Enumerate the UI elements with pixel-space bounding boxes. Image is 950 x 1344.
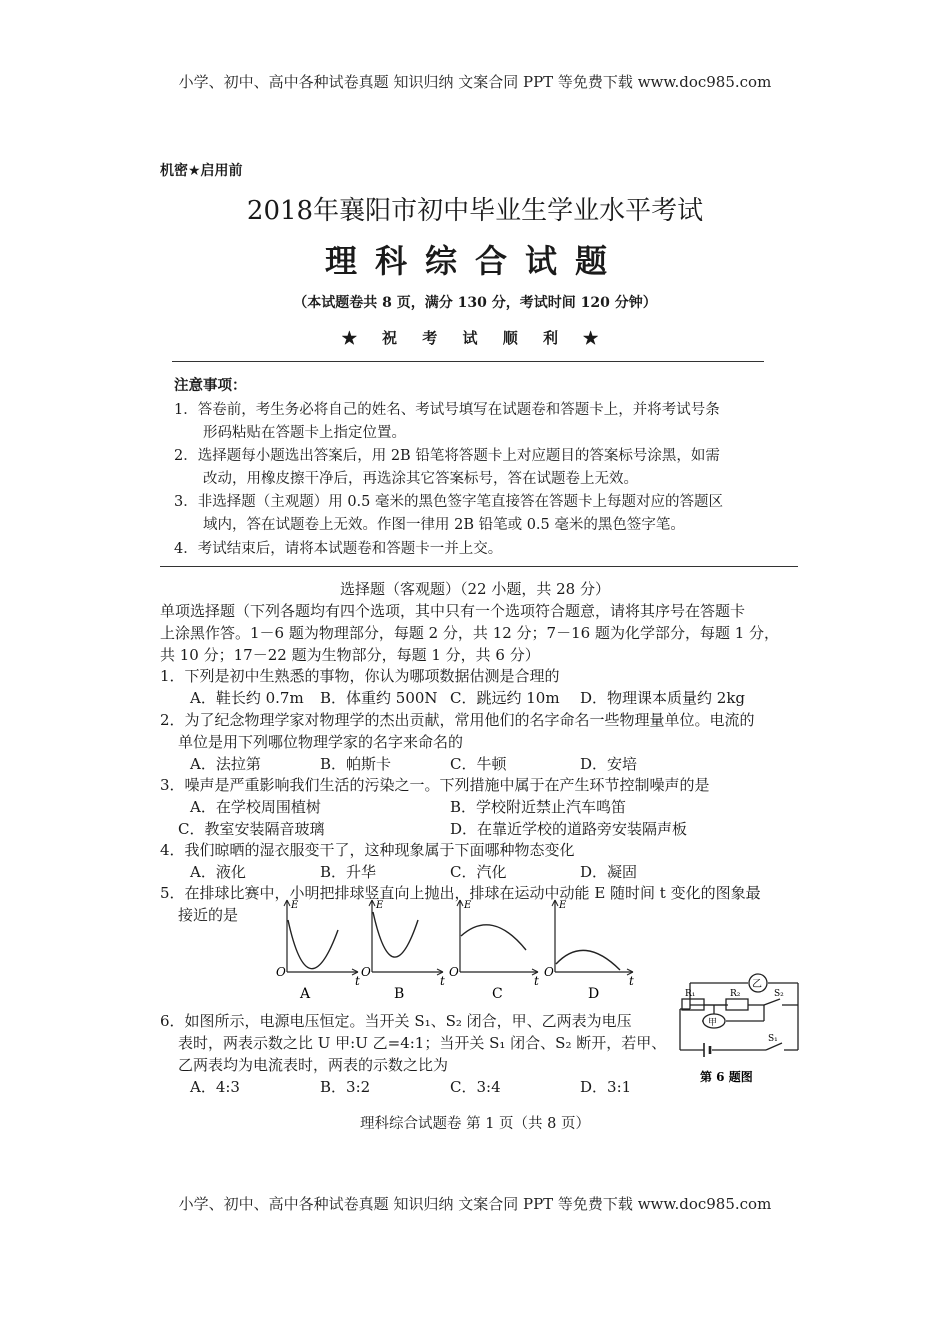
q3-option-d: D．在靠近学校的道路旁安装隔声板 <box>450 820 688 838</box>
q1-option-c: C．跳远约 10m <box>450 689 560 707</box>
notice-heading: 注意事项： <box>174 377 247 394</box>
q1-option-d: D．物理课本质量约 2kg <box>580 689 746 707</box>
question-4-stem: 4．我们晾晒的湿衣服变干了，这种现象属于下面哪种物态变化 <box>160 841 575 859</box>
question-2-stem: 单位是用下列哪位物理学家的名字来命名的 <box>178 733 464 751</box>
question-6-stem: 6．如图所示，电源电压恒定。当开关 S₁、S₂ 闭合，甲、乙两表为电压 <box>160 1012 632 1030</box>
graph-axis-e: E <box>376 900 384 911</box>
q2-option-d: D．安培 <box>580 755 638 773</box>
notice-item: 3．非选择题（主观题）用 0.5 毫米的黑色签字笔直接答在答题卡上每题对应的答题区 <box>174 494 724 510</box>
q6-option-d: D．3:1 <box>580 1078 632 1096</box>
graph-axis-e: E <box>464 900 472 911</box>
section-intro: 共 10 分；17－22 题为生物部分，每题 1 分，共 6 分） <box>160 646 540 664</box>
q3-option-a: A．在学校周围植树 <box>190 798 321 816</box>
section-intro: 上涂黑作答。1－6 题为物理部分，每题 2 分，共 12 分；7－16 题为化学部分，每题 1 分， <box>160 624 780 642</box>
q2-option-a: A．法拉第 <box>190 755 261 773</box>
q2-option-c: C．牛顿 <box>450 755 507 773</box>
question-3-stem: 3．噪声是严重影响我们生活的污染之一。下列措施中属于在产生环节控制噪声的是 <box>160 776 710 794</box>
question-6-stem: 乙两表均为电流表时，两表的示数之比为 <box>178 1056 449 1074</box>
q4-option-d: D．凝固 <box>580 863 638 881</box>
good-luck: ★ 祝 考 试 顺 利 ★ <box>341 329 609 347</box>
exam-title: 2018年襄阳市初中毕业生学业水平考试 <box>246 196 704 226</box>
graph-axis-t: t <box>355 974 360 988</box>
graph-origin: O <box>276 965 286 979</box>
bottom-banner: 小学、初中、高中各种试卷真题 知识归纳 文案合同 PPT 等免费下载 www.doc985.com <box>178 1195 772 1213</box>
q1-option-a: A．鞋长约 0.7m <box>190 689 304 707</box>
graph-label-c: C <box>492 986 503 1002</box>
graph-b-curve <box>373 912 418 957</box>
q6-option-c: C．3:4 <box>450 1078 501 1096</box>
divider-section <box>160 566 798 567</box>
q4-option-c: C．汽化 <box>450 863 507 881</box>
q4-option-a: A．液化 <box>190 863 246 881</box>
graph-a <box>276 900 360 1002</box>
graph-d-curve <box>556 950 620 970</box>
s2-label: S₂ <box>774 989 784 999</box>
subject-title: 理科综合试题 <box>324 242 625 280</box>
graph-label-a: A <box>300 986 311 1002</box>
graph-axis-e: E <box>291 900 299 911</box>
notice-item: 1．答卷前，考生务必将自己的姓名、考试号填写在试题卷和答题卡上，并将考试号条 <box>174 402 720 418</box>
notice-item: 域内，答在试题卷上无效。作图一律用 2B 铅笔或 0.5 毫米的黑色签字笔。 <box>203 517 685 533</box>
graph-b <box>361 900 445 1002</box>
graph-axis-e: E <box>559 900 567 911</box>
q5-graphs <box>270 890 650 1002</box>
question-6-stem: 表时，两表示数之比 U 甲:U 乙=4:1；当开关 S₁ 闭合、S₂ 断开，若甲、 <box>178 1034 667 1052</box>
meter-yi-label: 乙 <box>752 979 762 990</box>
r1-label: R₁ <box>685 989 696 999</box>
s1-label: S₁ <box>768 1034 778 1044</box>
q6-circuit-figure <box>668 965 808 1085</box>
divider-top <box>172 361 764 362</box>
notice-item: 4．考试结束后，请将本试题卷和答题卡一并上交。 <box>174 541 503 557</box>
resistor-r2 <box>726 999 748 1010</box>
notice-item: 形码粘贴在答题卡上指定位置。 <box>203 425 406 441</box>
notice-item: 改动，用橡皮擦干净后，再选涂其它答案标号，答在试题卷上无效。 <box>203 471 638 487</box>
question-5-stem: 接近的是 <box>178 906 239 924</box>
graph-label-b: B <box>394 986 405 1002</box>
section-title: 选择题（客观题）（22 小题，共 28 分） <box>340 580 610 598</box>
q6-option-b: B．3:2 <box>320 1078 371 1096</box>
q3-option-b: B．学校附近禁止汽车鸣笛 <box>450 798 627 816</box>
figure-caption: 第 6 题图 <box>700 1070 753 1084</box>
q3-option-c: C．教室安装隔音玻璃 <box>178 820 325 838</box>
q6-option-a: A．4:3 <box>190 1078 240 1096</box>
graph-c <box>449 900 539 1002</box>
graph-origin: O <box>544 965 554 979</box>
meter-jia-label: 甲 <box>708 1018 718 1028</box>
question-1-stem: 1．下列是初中生熟悉的事物，你认为哪项数据估测是合理的 <box>160 667 560 685</box>
notice-item: 2．选择题每小题选出答案后，用 2B 铅笔将答题卡上对应题目的答案标号涂黑，如需 <box>174 448 720 464</box>
graph-c-curve <box>461 925 526 950</box>
top-banner: 小学、初中、高中各种试卷真题 知识归纳 文案合同 PPT 等免费下载 www.doc985.com <box>178 73 772 91</box>
graph-a-curve <box>288 920 338 969</box>
question-2-stem: 2．为了纪念物理学家对物理学的杰出贡献，常用他们的名字命名一些物理量单位。电流的 <box>160 711 755 729</box>
q2-option-b: B．帕斯卡 <box>320 755 392 773</box>
graph-axis-t: t <box>629 974 634 988</box>
graph-axis-t: t <box>534 974 539 988</box>
page-footer: 理科综合试题卷 第 1 页（共 8 页） <box>360 1116 590 1132</box>
graph-origin: O <box>449 965 459 979</box>
confidential-label: 机密★启用前 <box>160 163 243 179</box>
exam-info: （本试题卷共 8 页，满分 130 分，考试时间 120 分钟） <box>293 295 657 311</box>
graph-label-d: D <box>588 986 600 1002</box>
section-intro: 单项选择题（下列各题均有四个选项，其中只有一个选项符合题意，请将其序号在答题卡 <box>160 602 746 620</box>
r2-label: R₂ <box>730 989 741 999</box>
graph-d <box>544 900 634 1002</box>
q1-option-b: B．体重约 500N <box>320 689 438 707</box>
q4-option-b: B．升华 <box>320 863 377 881</box>
graph-axis-t: t <box>440 974 445 988</box>
graph-origin: O <box>361 965 371 979</box>
question-5-stem: 5．在排球比赛中，小明把排球竖直向上抛出，排球在运动中动能 E 随时间 t 变化的图象最 <box>160 884 761 902</box>
